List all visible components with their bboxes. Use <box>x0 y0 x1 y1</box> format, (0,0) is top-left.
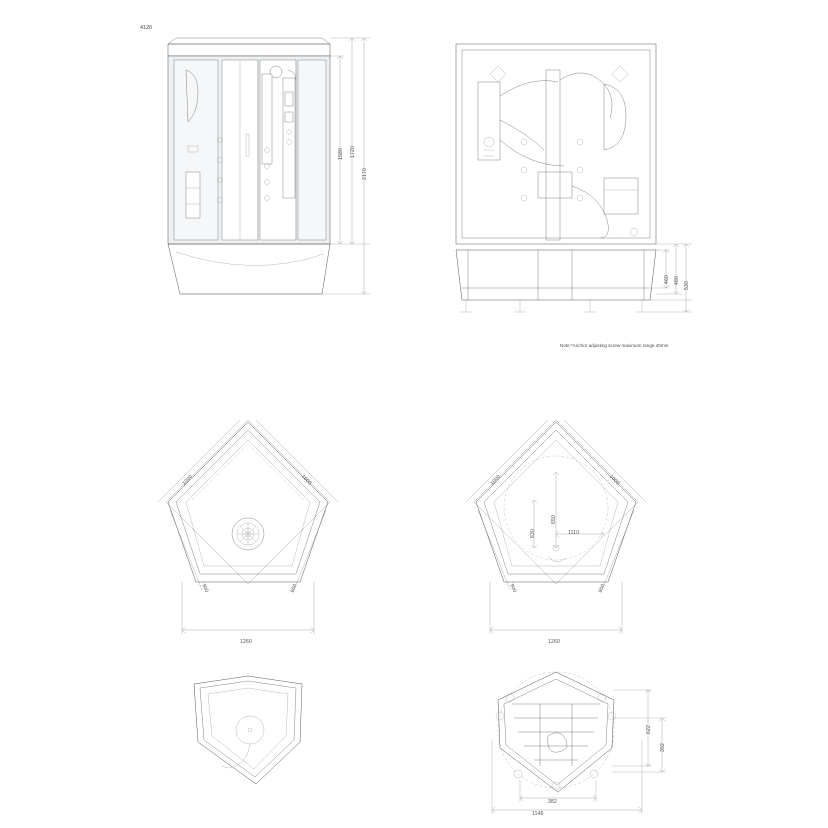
rear-base-height-a-dim: 460 <box>664 275 670 284</box>
front-overall-height-b-dim: 2170 <box>362 168 368 180</box>
anchor-screw-note: Note:*Anchor adjusting screw maximum range 40mm <box>560 343 669 348</box>
frame-height-b-dim: 392 <box>660 743 666 752</box>
drawing-code: 4126 <box>140 25 153 31</box>
plan-right-inner-a-dim: 650 <box>551 515 557 524</box>
plan-left-side-left-dim: 900 <box>200 583 210 594</box>
top-plan-geometry <box>158 420 338 634</box>
bottom-plan-geometry <box>194 676 302 784</box>
front-elevation-geometry <box>168 38 370 294</box>
top-plan-plumbing-geometry <box>466 420 646 634</box>
rear-elevation-geometry <box>456 44 692 312</box>
plan-right-diag-right-dim: 1000 <box>607 473 621 487</box>
plan-right-diag-left-dim: 1000 <box>489 473 502 487</box>
rear-base-height-b-dim: 480 <box>674 276 680 285</box>
plan-right-width-dim: 1260 <box>548 639 560 645</box>
plan-right-side-right-dim: 900 <box>597 583 607 594</box>
plan-left-width-dim: 1260 <box>240 639 252 645</box>
plan-right-inner-b-dim: 630 <box>530 529 536 538</box>
frame-width-b-dim: 1146 <box>532 811 544 817</box>
frame-width-a-dim: 382 <box>548 799 557 805</box>
plan-right-side-left-dim: 900 <box>508 583 518 594</box>
plan-right-span-dim: 1110 <box>568 530 580 536</box>
frame-height-a-dim: 622 <box>646 725 652 734</box>
rear-base-height-c-dim: 530 <box>684 281 690 290</box>
plan-left-diag-left-dim: 1000 <box>181 473 194 487</box>
frame-plan-geometry <box>492 672 666 814</box>
front-cabin-height-dim: 1580 <box>338 148 344 160</box>
plan-left-diag-right-dim: 1000 <box>299 473 313 487</box>
front-overall-height-a-dim: 1720 <box>350 146 356 158</box>
plan-left-side-right-dim: 900 <box>289 583 299 594</box>
